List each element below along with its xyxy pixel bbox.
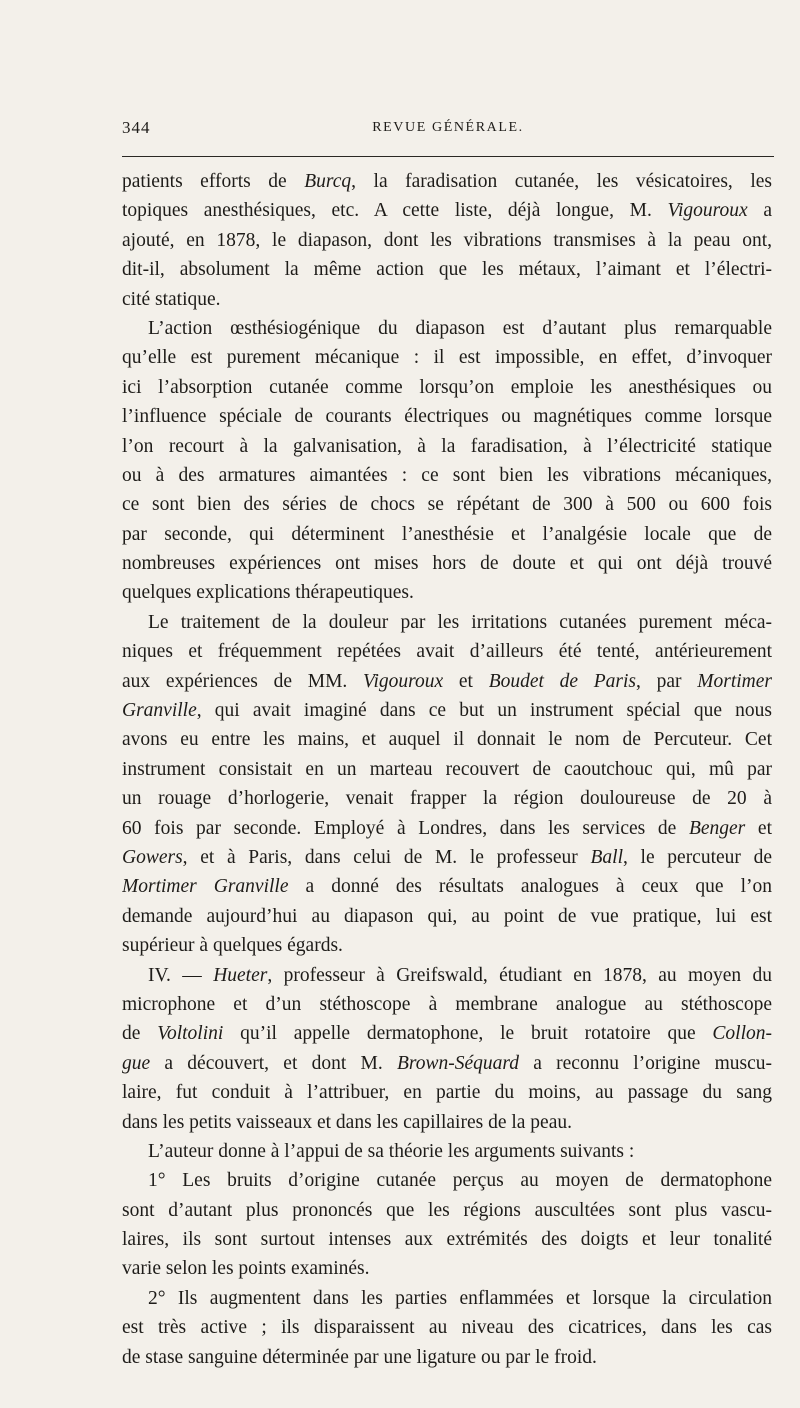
- text-segment: , qui avait imaginé dans ce but un instrument spécial que nous: [196, 700, 772, 722]
- text-segment: l’on recourt à la galvanisation, à la faradisation, à l’électricité statique: [122, 435, 772, 457]
- text-segment: 60 fois par seconde. Employé à Londres, dans les services de: [122, 817, 689, 839]
- text-segment: dit-il, absolument la même action que les métaux, l’aimant et l’électri-: [122, 259, 772, 281]
- text-line: [122, 1284, 772, 1313]
- text-segment: ce sont bien des séries de chocs se répétant de 300 à 500 ou 600 fois: [122, 494, 772, 516]
- italic-name: Vigouroux: [363, 670, 444, 692]
- text-line: [122, 931, 772, 960]
- text-line: [122, 167, 772, 196]
- text-line: [122, 578, 772, 607]
- italic-name: Hueter: [213, 964, 268, 986]
- text-segment: a reconnu l’origine muscu-: [519, 1052, 772, 1074]
- text-segment: ici l’absorption cutanée comme lorsqu’on emploie les anesthésiques ou: [122, 376, 772, 398]
- text-line: [122, 696, 772, 725]
- text-line: [122, 226, 772, 255]
- text-segment: laires, ils sont surtout intenses aux extrémités des doigts et leur tonalité: [122, 1229, 772, 1251]
- text-segment: , professeur à Greifswald, étudiant en 1878, au moyen du: [267, 964, 772, 986]
- text-segment: qu’il appelle dermatophone, le bruit rotatoire que: [223, 1023, 713, 1045]
- text-line: [122, 843, 772, 872]
- text-line: [122, 1254, 772, 1283]
- italic-name: Collon-: [712, 1023, 772, 1045]
- text-segment: L’auteur donne à l’appui de sa théorie les arguments suivants :: [148, 1140, 635, 1162]
- text-line: [122, 549, 772, 578]
- body-text: [122, 167, 772, 1372]
- italic-name: Boudet de Paris: [488, 670, 637, 692]
- text-segment: IV. —: [148, 964, 214, 986]
- italic-name: Gowers: [122, 846, 183, 868]
- italic-name: Voltolini: [157, 1023, 224, 1045]
- text-line: [122, 1196, 772, 1225]
- text-segment: , et à Paris, dans celui de M. le professeur: [182, 846, 591, 868]
- text-line: [122, 902, 772, 931]
- text-line: [122, 461, 772, 490]
- text-segment: a donné des résultats analogues à ceux que l’on: [288, 876, 772, 898]
- text-line: [122, 402, 772, 431]
- header-rule: [122, 156, 774, 157]
- text-line: [122, 1225, 772, 1254]
- text-line: [122, 872, 772, 901]
- text-line: [122, 990, 772, 1019]
- text-line: [122, 1078, 772, 1107]
- text-segment: 1° Les bruits d’origine cutanée perçus au moyen de dermatophone: [148, 1170, 772, 1192]
- text-line: [122, 373, 772, 402]
- text-segment: supérieur à quelques égards.: [122, 935, 343, 957]
- text-line: [122, 637, 772, 666]
- text-segment: aux expériences de MM.: [122, 670, 364, 692]
- text-line: [122, 1166, 772, 1195]
- text-segment: quelques explications thérapeutiques.: [122, 582, 414, 604]
- italic-name: Ball: [590, 846, 623, 868]
- italic-name: Mortimer Granville: [122, 876, 289, 898]
- text-segment: , le percuteur de: [622, 846, 772, 868]
- text-segment: L’action œsthésiogénique du diapason est d’autant plus remarquable: [148, 317, 772, 339]
- text-line: [122, 255, 772, 284]
- running-title: REVUE GÉNÉRALE.: [372, 120, 524, 135]
- page-number: 344: [122, 118, 151, 137]
- italic-name: gue: [122, 1052, 151, 1074]
- text-segment: nombreuses expériences ont mises hors de doute et qui ont déjà trouvé: [122, 553, 772, 575]
- text-line: [122, 1137, 772, 1166]
- text-segment: de: [122, 1023, 158, 1045]
- text-segment: sont d’autant plus prononcés que les régions auscultées sont plus vascu-: [122, 1199, 772, 1221]
- text-line: [122, 725, 772, 754]
- text-line: [122, 784, 772, 813]
- text-line: [122, 667, 772, 696]
- text-line: [122, 520, 772, 549]
- text-line: [122, 1019, 772, 1048]
- text-segment: et: [443, 670, 489, 692]
- text-segment: l’influence spéciale de courants électriques ou magnétiques comme lorsque: [122, 406, 772, 428]
- text-segment: , par: [636, 670, 698, 692]
- text-line: [122, 314, 772, 343]
- text-segment: patients efforts de: [122, 171, 305, 192]
- text-line: [122, 343, 772, 372]
- italic-name: Brown-Séquard: [396, 1052, 520, 1074]
- text-segment: cité statique.: [122, 288, 221, 310]
- page-header: [122, 112, 774, 142]
- text-line: [122, 961, 772, 990]
- text-segment: niques et fréquemment repétées avait d’ailleurs été tenté, antérieurement: [122, 641, 772, 663]
- italic-name: Burcq: [304, 171, 352, 192]
- text-line: [122, 755, 772, 784]
- text-segment: varie selon les points examinés.: [122, 1258, 370, 1280]
- text-segment: avons eu entre les mains, et auquel il donnait le nom de Percuteur. Cet: [122, 729, 772, 751]
- text-line: [122, 1343, 772, 1372]
- text-line: [122, 490, 772, 519]
- text-segment: demande aujourd’hui au diapason qui, au point de vue pratique, lui est: [122, 905, 772, 927]
- text-line: [122, 285, 772, 314]
- text-line: [122, 1108, 772, 1137]
- text-segment: ou à des armatures aimantées : ce sont bien les vibrations mécaniques,: [122, 464, 772, 486]
- text-segment: a: [747, 200, 772, 222]
- text-segment: est très active ; ils disparaissent au niveau des cicatrices, dans les cas: [122, 1317, 772, 1339]
- text-segment: Le traitement de la douleur par les irritations cutanées purement méca-: [148, 611, 772, 633]
- text-segment: dans les petits vaisseaux et dans les capillaires de la peau.: [122, 1111, 572, 1133]
- italic-name: Vigouroux: [667, 200, 748, 222]
- text-segment: microphone et d’un stéthoscope à membrane analogue au stéthoscope: [122, 993, 772, 1015]
- italic-name: Mortimer: [697, 670, 772, 692]
- text-segment: 2° Ils augmentent dans les parties enflammées et lorsque la circulation: [148, 1287, 772, 1309]
- text-segment: a découvert, et dont M.: [150, 1052, 397, 1074]
- text-line: [122, 1049, 772, 1078]
- text-segment: , la faradisation cutanée, les vésicatoires, les: [351, 171, 772, 192]
- text-line: [122, 432, 772, 461]
- text-line: [122, 1313, 772, 1342]
- italic-name: Benger: [688, 817, 746, 839]
- text-segment: qu’elle est purement mécanique : il est impossible, en effet, d’invoquer: [122, 347, 772, 369]
- text-segment: de stase sanguine déterminée par une ligature ou par le froid.: [122, 1346, 597, 1368]
- text-line: [122, 814, 772, 843]
- text-line: [122, 196, 772, 225]
- text-segment: un rouage d’horlogerie, venait frapper la région douloureuse de 20 à: [122, 788, 772, 810]
- text-segment: topiques anesthésiques, etc. A cette liste, déjà longue, M.: [122, 200, 668, 222]
- text-segment: par seconde, qui déterminent l’anesthésie et l’analgésie locale que de: [122, 523, 772, 545]
- text-segment: laire, fut conduit à l’attribuer, en partie du moins, au passage du sang: [122, 1082, 772, 1104]
- text-segment: et: [745, 817, 772, 839]
- text-line: [122, 608, 772, 637]
- italic-name: Granville: [122, 700, 197, 722]
- text-segment: ajouté, en 1878, le diapason, dont les vibrations transmises à la peau ont,: [122, 229, 772, 251]
- text-segment: instrument consistait en un marteau recouvert de caoutchouc qui, mû par: [122, 758, 772, 780]
